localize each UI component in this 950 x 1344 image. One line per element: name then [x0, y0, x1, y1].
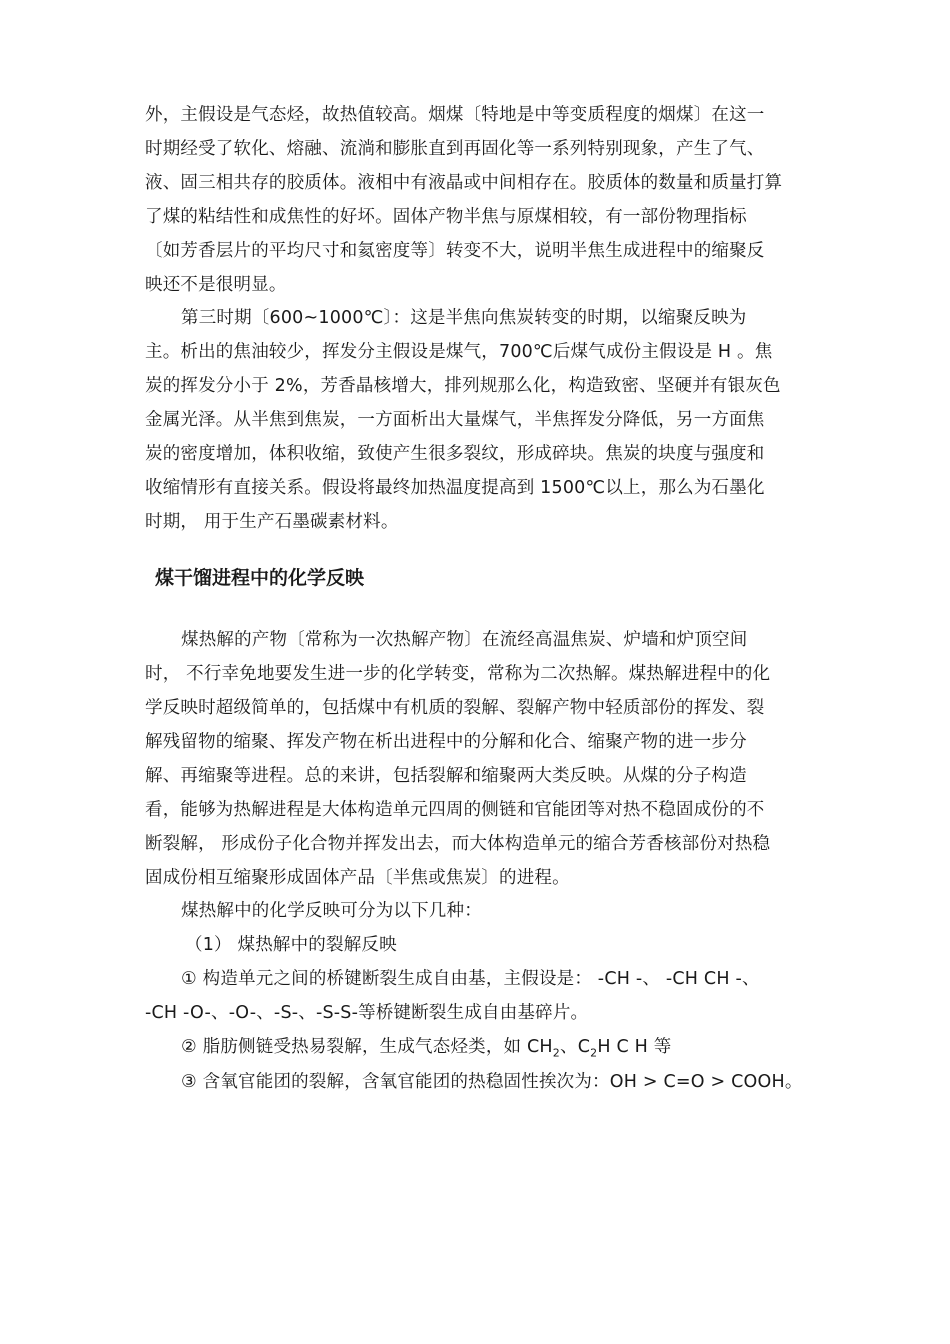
paragraph-line: 时期， 用于生产石墨碳素材料。 — [145, 512, 399, 532]
list-item: （1） 煤热解中的裂解反映 — [185, 935, 397, 955]
paragraph-line: 看，能够为热解进程是大体构造单元四周的侧链和官能团等对热不稳固成份的不 — [145, 800, 765, 820]
paragraph-line: 时期经受了软化、熔融、流淌和膨胀直到再固化等一系列特别现象，产生了气、 — [145, 139, 765, 159]
section-heading: 煤干馏进程中的化学反映 — [155, 567, 365, 589]
paragraph-line: 煤热解的产物〔常称为一次热解产物〕在流经高温焦炭、炉墙和炉顶空间 — [181, 630, 748, 650]
paragraph-line: 映还不是很明显。 — [145, 275, 287, 295]
paragraph-line: 学反映时超级简单的，包括煤中有机质的裂解、裂解产物中轻质部份的挥发、裂 — [145, 698, 765, 718]
paragraph-line: 断裂解， 形成份子化合物并挥发出去，而大体构造单元的缩合芳香核部份对热稳 — [145, 834, 771, 854]
paragraph-line: 主。析出的焦油较少，挥发分主假设是煤气，700℃后煤气成份主假设是 H 。焦 — [145, 342, 773, 362]
item-text: ② 脂肪侧链受热易裂解，生成气态烃类，如 CH — [181, 1037, 553, 1057]
paragraph-line: 〔如芳香层片的平均尺寸和氦密度等〕转变不大，说明半焦生成进程中的缩聚反 — [145, 241, 765, 261]
list-item: ③ 含氧官能团的裂解，含氧官能团的热稳固性挨次为：OH > C=O > COOH。 — [181, 1072, 803, 1092]
list-item: -CH -O-、-O-、-S-、-S-S-等桥键断裂生成自由基碎片。 — [145, 1003, 589, 1023]
subscript: 2 — [552, 1046, 560, 1060]
paragraph-line: 液、固三相共存的胶质体。液相中有液晶或中间相存在。胶质体的数量和质量打算 — [145, 173, 783, 193]
paragraph-line: 解、再缩聚等进程。总的来讲，包括裂解和缩聚两大类反映。从煤的分子构造 — [145, 766, 747, 786]
list-item — [181, 1035, 671, 1066]
item-text: 、C — [560, 1037, 591, 1057]
paragraph-line: 外，主假设是气态烃，故热值较高。烟煤〔特地是中等变质程度的烟煤〕在这一 — [145, 105, 765, 125]
subscript: 2 — [590, 1046, 598, 1060]
paragraph-line: 炭的挥发分小于 2%，芳香晶核增大，排列规那么化，构造致密、坚硬并有银灰色 — [145, 376, 781, 396]
paragraph-line: 了煤的粘结性和成焦性的好坏。固体产物半焦与原煤相较，有一部份物理指标 — [145, 207, 747, 227]
paragraph-line: 第三时期〔600~1000℃〕：这是半焦向焦炭转变的时期，以缩聚反映为 — [181, 308, 747, 328]
paragraph-line: 固成份相互缩聚形成固体产品〔半焦或焦炭〕的进程。 — [145, 868, 570, 888]
paragraph-line: 时， 不行幸免地要发生进一步的化学转变，常称为二次热解。煤热解进程中的化 — [145, 664, 771, 684]
paragraph-line: 炭的密度增加，体积收缩，致使产生很多裂纹，形成碎块。焦炭的块度与强度和 — [145, 444, 765, 464]
paragraph-line: 解残留物的缩聚、挥发产物在析出进程中的分解和化合、缩聚产物的进一步分 — [145, 732, 747, 752]
item-text: H C H 等 — [597, 1037, 672, 1057]
paragraph-line: 收缩情形有直接关系。假设将最终加热温度提高到 1500℃以上，那么为石墨化 — [145, 478, 765, 498]
paragraph-line: 煤热解中的化学反映可分为以下几种： — [181, 901, 482, 921]
list-item: ① 构造单元之间的桥键断裂生成自由基，主假设是： -CH -、 -CH CH -、 — [181, 969, 760, 989]
paragraph-line: 金属光泽。从半焦到焦炭，一方面析出大量煤气，半焦挥发分降低，另一方面焦 — [145, 410, 765, 430]
